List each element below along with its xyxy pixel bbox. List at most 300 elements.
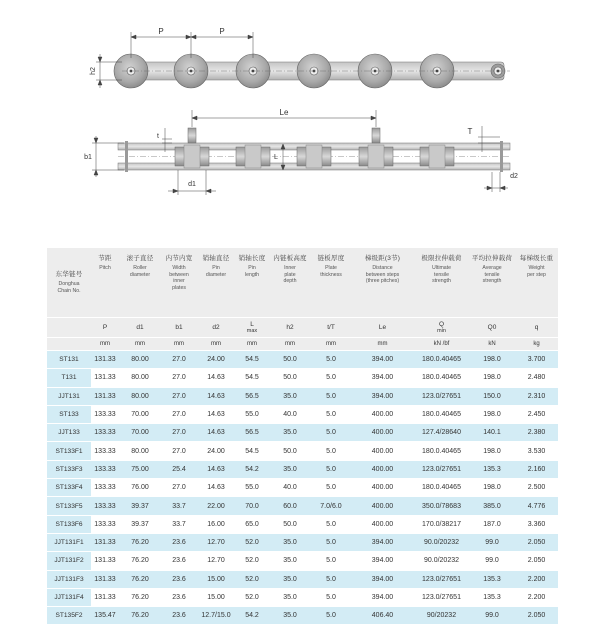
table-cell: 4.776 (515, 497, 558, 515)
table-cell: 70.0 (235, 497, 269, 515)
table-cell: 54.2 (235, 607, 269, 624)
table-cell: 5.0 (311, 369, 351, 387)
table-cell: 3.530 (515, 442, 558, 460)
table-cell: 180.0.40465 (414, 351, 469, 369)
table-cell: 14.63 (197, 479, 235, 497)
table-cell: 16.00 (197, 515, 235, 533)
table-cell: 80.00 (119, 369, 161, 387)
header-en (91, 265, 119, 272)
header-en-line: Pin (212, 265, 220, 271)
table-cell: 394.00 (351, 552, 414, 570)
table-cell: 52.0 (235, 552, 269, 570)
table-cell: 198.0 (469, 479, 515, 497)
table-cell: 3.360 (515, 515, 558, 533)
table-row (47, 351, 558, 369)
le-label: Le (279, 108, 289, 117)
table-cell: 25.4 (161, 460, 197, 478)
header-en (469, 265, 515, 285)
table-cell: 35.0 (269, 387, 311, 405)
table-row (47, 607, 558, 624)
table-cell: 54.5 (235, 351, 269, 369)
table-cell: 5.0 (311, 552, 351, 570)
header-en-line: plates (172, 284, 186, 291)
symbol-cell (469, 318, 515, 338)
chain-spec-table (47, 248, 558, 624)
table-row (47, 570, 558, 588)
symbol-main: Q (438, 321, 445, 328)
table-cell: 135.3 (469, 460, 515, 478)
table-cell: 180.0.40465 (414, 479, 469, 497)
roller-top (359, 145, 393, 168)
symbol-main: t/T (327, 324, 335, 331)
table-cell: 12.7/15.0 (197, 607, 235, 624)
table-cell: 394.00 (351, 570, 414, 588)
header-en (351, 265, 414, 285)
table-cell: 123.0/27651 (414, 387, 469, 405)
table-cell: 75.00 (119, 460, 161, 478)
unit-cell: mm (269, 338, 311, 351)
unit-cell: mm (197, 338, 235, 351)
table-cell: 22.00 (197, 497, 235, 515)
chain-side-view (114, 54, 510, 88)
table-cell: 90/20232 (414, 607, 469, 624)
table-cell: 394.00 (351, 588, 414, 606)
symbol-main: d1 (136, 324, 144, 331)
unit-cell: kN (469, 338, 515, 351)
header-en (311, 265, 351, 278)
table-cell: 50.0 (269, 515, 311, 533)
header-en-line: tensile (484, 271, 500, 278)
table-cell: 15.00 (197, 588, 235, 606)
table-cell: 33.7 (161, 515, 197, 533)
unit-cell: mm (311, 338, 351, 351)
table-cell: 2.310 (515, 387, 558, 405)
chain-no-cell: ST133F3 (47, 460, 91, 478)
table-cell: 2.200 (515, 588, 558, 606)
header-cn: 滚子直径 (126, 255, 154, 262)
chain-no-cell: ST131 (47, 351, 91, 369)
header-en (197, 265, 235, 278)
table-cell: 35.0 (269, 607, 311, 624)
header-en (47, 281, 91, 294)
header-en-line: Chain No. (57, 287, 81, 294)
l-label: L (274, 154, 278, 161)
table-cell: 180.0.40465 (414, 369, 469, 387)
table-cell: 400.00 (351, 405, 414, 423)
table-cell: 99.0 (469, 533, 515, 551)
table-cell: 394.00 (351, 533, 414, 551)
header-cn: 东华链号 (55, 270, 83, 278)
table-cell: 39.37 (119, 515, 161, 533)
header-en-line: plate (284, 271, 296, 278)
table-cell: 400.00 (351, 497, 414, 515)
table-cell: 35.0 (269, 533, 311, 551)
symbol-main: L (250, 321, 254, 328)
table-cell: 133.33 (91, 515, 119, 533)
header-en (161, 265, 197, 291)
symbol-cell (311, 318, 351, 338)
table-cell: 5.0 (311, 533, 351, 551)
symbol-cell (119, 318, 161, 338)
header-en-line: strength (482, 278, 502, 285)
table-cell: 56.5 (235, 424, 269, 442)
header-en (235, 265, 269, 278)
table-cell: 140.1 (469, 424, 515, 442)
header-cell (47, 248, 91, 318)
unit-cell (47, 338, 91, 351)
table-cell: 54.5 (235, 442, 269, 460)
table-cell: 70.00 (119, 405, 161, 423)
table-cell: 170.0/38217 (414, 515, 469, 533)
table-cell: 5.0 (311, 424, 351, 442)
symbol-main: d2 (212, 324, 220, 331)
table-row (47, 424, 558, 442)
chain-no-cell: JJT131F3 (47, 570, 91, 588)
table-cell: 133.33 (91, 497, 119, 515)
table-cell: 180.0.40465 (414, 442, 469, 460)
table-cell: 99.0 (469, 607, 515, 624)
header-row (47, 248, 558, 318)
table-cell: 2.160 (515, 460, 558, 478)
header-cell (91, 248, 119, 318)
table-cell: 54.2 (235, 460, 269, 478)
header-en-line: depth (283, 278, 297, 285)
symbol-sub: min (437, 328, 446, 334)
table-cell: 198.0 (469, 442, 515, 460)
table-cell: 5.0 (311, 351, 351, 369)
table-cell: 394.00 (351, 387, 414, 405)
table-cell: 14.63 (197, 369, 235, 387)
pitch-label-2: P (219, 27, 225, 36)
table-cell: 23.6 (161, 552, 197, 570)
d2-label: d2 (510, 173, 518, 180)
table-cell: 187.0 (469, 515, 515, 533)
table-cell: 90.0/20232 (414, 533, 469, 551)
unit-cell: mm (161, 338, 197, 351)
table-cell: 23.6 (161, 570, 197, 588)
symbol-cell (47, 318, 91, 338)
unit-cell: mm (351, 338, 414, 351)
chain-no-cell: ST133F4 (47, 479, 91, 497)
chain-technical-drawing (0, 0, 600, 245)
header-en (414, 265, 469, 285)
roller (420, 54, 454, 88)
header-en-line: Weight (528, 265, 545, 271)
table-cell: 27.0 (161, 479, 197, 497)
table-cell: 123.0/27651 (414, 588, 469, 606)
table-cell: 5.0 (311, 607, 351, 624)
table-cell: 80.00 (119, 351, 161, 369)
header-cn: 节距 (98, 255, 112, 262)
table-row (47, 460, 558, 478)
header-cell (269, 248, 311, 318)
table-cell: 35.0 (269, 460, 311, 478)
table-cell: 50.0 (269, 369, 311, 387)
symbol-cell (414, 318, 469, 338)
unit-cell: kg (515, 338, 558, 351)
chain-no-cell: ST133 (47, 405, 91, 423)
table-cell: 3.700 (515, 351, 558, 369)
header-cell (469, 248, 515, 318)
table-cell: 2.050 (515, 607, 558, 624)
table-cell: 35.0 (269, 570, 311, 588)
table-cell: 2.480 (515, 369, 558, 387)
roller (236, 54, 270, 88)
table-cell: 2.450 (515, 405, 558, 423)
table-cell: 2.050 (515, 533, 558, 551)
chain-no-cell: ST135F2 (47, 607, 91, 624)
table-cell: 27.0 (161, 369, 197, 387)
table-cell: 394.00 (351, 369, 414, 387)
header-en-line: between (169, 271, 189, 278)
unit-cell: mm (119, 338, 161, 351)
table-cell: 14.63 (197, 424, 235, 442)
table-cell: 2.500 (515, 479, 558, 497)
table-cell: 27.0 (161, 351, 197, 369)
table-cell: 198.0 (469, 405, 515, 423)
header-cell (414, 248, 469, 318)
roller-top (420, 145, 454, 168)
table-cell: 27.0 (161, 405, 197, 423)
chain-top-view (118, 128, 510, 172)
table-cell: 123.0/27651 (414, 570, 469, 588)
table-cell: 400.00 (351, 460, 414, 478)
symbol-main: b1 (175, 324, 183, 331)
table-cell: 40.0 (269, 479, 311, 497)
table-cell: 131.33 (91, 552, 119, 570)
table-cell: 55.0 (235, 479, 269, 497)
table-cell: 133.33 (91, 405, 119, 423)
header-en-line: between steps (365, 271, 400, 278)
header-en (119, 265, 161, 278)
table-cell: 133.33 (91, 442, 119, 460)
table-cell: 24.00 (197, 442, 235, 460)
header-cn: 极限拉伸载荷 (421, 255, 462, 262)
table-cell: 15.00 (197, 570, 235, 588)
table-cell: 76.20 (119, 552, 161, 570)
table-cell: 54.5 (235, 369, 269, 387)
table-cell: 400.00 (351, 515, 414, 533)
header-en-line: Plate (325, 265, 337, 271)
header-en-line: Pitch (99, 265, 111, 271)
table-row (47, 552, 558, 570)
table-cell: 131.33 (91, 369, 119, 387)
roller-top (175, 145, 209, 168)
table-cell: 33.7 (161, 497, 197, 515)
table-row (47, 588, 558, 606)
symbol-main: Le (378, 324, 387, 331)
chain-no-cell: JJT133 (47, 424, 91, 442)
header-cell (197, 248, 235, 318)
table-row (47, 533, 558, 551)
table-cell: 14.63 (197, 460, 235, 478)
table-cell: 99.0 (469, 552, 515, 570)
table-cell: 131.33 (91, 588, 119, 606)
roller-top (297, 145, 331, 168)
table-row (47, 497, 558, 515)
header-cn: 销轴长度 (238, 255, 266, 262)
header-cn: 每梯级长重 (519, 255, 554, 262)
table-row (47, 369, 558, 387)
header-en-line: Average (482, 265, 502, 271)
chain-no-cell: ST133F1 (47, 442, 91, 460)
table-cell: 76.20 (119, 533, 161, 551)
unit-cell: mm (235, 338, 269, 351)
symbol-cell (91, 318, 119, 338)
table-cell: 5.0 (311, 460, 351, 478)
table-cell: 76.20 (119, 588, 161, 606)
table-cell: 180.0.40465 (414, 405, 469, 423)
symbol-main: Q0 (487, 324, 497, 331)
table-cell: 123.0/27651 (414, 460, 469, 478)
table-row (47, 387, 558, 405)
symbol-main: h2 (286, 324, 294, 331)
table-cell: 80.00 (119, 442, 161, 460)
table-cell: 135.3 (469, 570, 515, 588)
table-cell: 135.47 (91, 607, 119, 624)
table-cell: 60.0 (269, 497, 311, 515)
h2-label: h2 (90, 67, 97, 75)
table-cell: 76.00 (119, 479, 161, 497)
symbol-cell (269, 318, 311, 338)
table-cell: 35.0 (269, 552, 311, 570)
table-cell: 5.0 (311, 405, 351, 423)
table-cell: 350.0/78683 (414, 497, 469, 515)
table-cell: 23.6 (161, 607, 197, 624)
table-cell: 385.0 (469, 497, 515, 515)
symbol-row (47, 318, 558, 338)
header-en-line: Inner (284, 265, 296, 271)
table-cell: 131.33 (91, 351, 119, 369)
table-cell: 198.0 (469, 351, 515, 369)
units-row (47, 338, 558, 351)
symbol-cell (161, 318, 197, 338)
table-cell: 50.0 (269, 351, 311, 369)
table-cell: 131.33 (91, 533, 119, 551)
table-cell: 35.0 (269, 424, 311, 442)
table-cell: 131.33 (91, 570, 119, 588)
header-cn: 销轴直径 (202, 255, 230, 262)
table-row (47, 479, 558, 497)
symbol-cell (515, 318, 558, 338)
header-en-line: strength (432, 278, 451, 285)
header-cn: 内链板高度 (273, 255, 307, 262)
table-cell: 76.20 (119, 570, 161, 588)
table-cell: 35.0 (269, 588, 311, 606)
b1-label: b1 (84, 154, 92, 161)
header-en-line: per step (527, 271, 546, 278)
pitch-label-1: P (158, 27, 164, 36)
table-cell: 135.3 (469, 588, 515, 606)
table-cell: 23.6 (161, 533, 197, 551)
chain-no-cell: ST133F5 (47, 497, 91, 515)
chain-no-cell: JJT131F1 (47, 533, 91, 551)
table-cell: 39.37 (119, 497, 161, 515)
header-en-line: Donghua (58, 280, 80, 287)
header-en-line: inner (173, 278, 185, 285)
table-cell: 76.20 (119, 607, 161, 624)
l-dimension (281, 144, 285, 170)
table-cell: 7.0/6.0 (311, 497, 351, 515)
header-cell (311, 248, 351, 318)
table-cell: 12.70 (197, 533, 235, 551)
table-cell: 2.200 (515, 570, 558, 588)
header-en-line: thickness (320, 271, 342, 278)
symbol-cell (197, 318, 235, 338)
d2-dimension (484, 172, 508, 192)
header-cn: 内节内宽 (165, 255, 193, 262)
table-cell: 133.33 (91, 460, 119, 478)
table-cell: 50.0 (269, 442, 311, 460)
table-cell: 198.0 (469, 369, 515, 387)
header-cell (351, 248, 414, 318)
table-cell: 12.70 (197, 552, 235, 570)
symbol-sub: max (246, 328, 258, 334)
header-en (269, 265, 311, 285)
table-cell: 5.0 (311, 588, 351, 606)
header-en-line: length (244, 271, 260, 278)
table-cell: 400.00 (351, 424, 414, 442)
table-cell: 133.33 (91, 479, 119, 497)
header-en-line: Pin (248, 265, 256, 271)
table-cell: 131.33 (91, 387, 119, 405)
table-cell: 5.0 (311, 570, 351, 588)
table-cell: 23.6 (161, 588, 197, 606)
header-cell (235, 248, 269, 318)
header-en-line: diameter (129, 271, 151, 278)
table-cell: 394.00 (351, 351, 414, 369)
table-cell: 27.0 (161, 424, 197, 442)
table-cell: 150.0 (469, 387, 515, 405)
table-cell: 400.00 (351, 442, 414, 460)
header-cn: 平均拉伸载荷 (471, 255, 513, 262)
header-en-line: Ultimate (431, 265, 452, 271)
chain-no-cell: ST133F6 (47, 515, 91, 533)
table-cell: 27.0 (161, 387, 197, 405)
table-cell: 14.63 (197, 405, 235, 423)
symbol-cell (351, 318, 414, 338)
chain-no-cell: JJT131F2 (47, 552, 91, 570)
table-cell: 406.40 (351, 607, 414, 624)
table-cell: 70.00 (119, 424, 161, 442)
header-en-line: tensile (434, 271, 449, 278)
header-en-line: Distance (372, 265, 393, 271)
header-en-line: Width (172, 265, 186, 271)
chain-no-cell: JJT131F4 (47, 588, 91, 606)
table-cell: 2.050 (515, 552, 558, 570)
table-cell: 55.0 (235, 405, 269, 423)
table-cell: 5.0 (311, 442, 351, 460)
d1-label: d1 (188, 181, 196, 188)
table-cell: 80.00 (119, 387, 161, 405)
table-cell: 14.63 (197, 387, 235, 405)
roller-top (236, 145, 270, 168)
table-cell: 27.0 (161, 442, 197, 460)
table-cell: 90.0/20232 (414, 552, 469, 570)
header-cn: 链板厚度 (317, 255, 345, 262)
header-cn: 梯级距(3节) (364, 255, 401, 262)
t-big-label: T (467, 127, 473, 136)
table-cell: 52.0 (235, 588, 269, 606)
header-cell (119, 248, 161, 318)
symbol-main: P (102, 324, 108, 331)
table-cell: 24.00 (197, 351, 235, 369)
table-row (47, 515, 558, 533)
header-en-line: diameter (205, 271, 227, 278)
header-en-line: (three pitches) (365, 278, 400, 285)
table-cell: 52.0 (235, 533, 269, 551)
table-cell: 56.5 (235, 387, 269, 405)
